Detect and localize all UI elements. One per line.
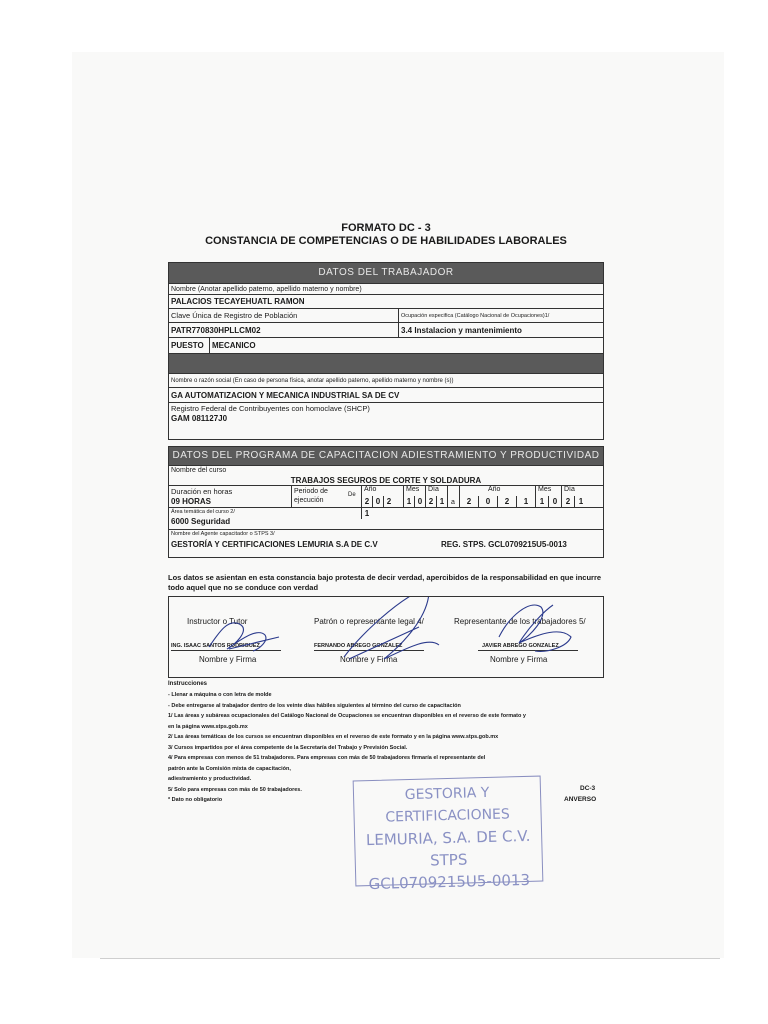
agent-row [169,529,603,557]
start-day-digit: 2 [425,496,436,507]
end-month-label: Mes [538,486,552,493]
instruction-line: patrón ante la Comisión mixta de capacitación, [168,765,291,772]
period-label-2: ejecución [294,497,324,504]
signature-caption: Nombre y Firma [340,655,398,664]
end-day-digit: 2 [561,496,574,507]
stamp-line-1: GESTORIA Y CERTIFICACIONES [385,784,511,826]
start-day-digit: 1 [436,496,447,507]
form-title: FORMATO DC - 3 [341,222,431,234]
stamp-line-3: STPS [429,850,468,870]
start-year [361,486,403,518]
course-row [169,465,603,485]
stamp-line-4: GCL0709215U5-0013 [368,870,531,894]
end-month-digit: 1 [535,496,548,507]
instruction-line: en la página www.stps.gob.mx [168,723,248,730]
signature-role: Patrón o representante legal 4/ [314,617,424,626]
form-subtitle: CONSTANCIA DE COMPETENCIAS O DE HABILIDADES LABORALES [205,235,567,247]
curp-label: Clave Única de Registro de Población [171,311,298,320]
instruction-line: 4/ Para empresas con menos de 51 trabajadores. Para empresas con más de 50 trabajadores firmaría el representante del [168,755,486,761]
form-code: DC-3 [580,785,596,792]
occupation-label: Ocupación especifica (Catálogo Nacional de Ocupaciones)1/ [398,309,603,322]
instruction-line: 5/ Solo para empresas con más de 50 trabajadores. [168,786,302,793]
instruction-line: 2/ Las áreas temáticas de los cursos se encuentran disponibles en el reverso de este formato y en la página www.stps.gob.mx [168,734,499,740]
start-day [425,486,447,507]
position-row [169,337,603,353]
program-section [168,446,604,558]
start-year-label: Año [364,486,377,493]
signature-name: JAVIER ABREGO GONZALEZ [482,643,559,649]
start-month-digit: 1 [403,496,414,507]
company-label: Nombre o razón social (En caso de persona física, anotar apellido paterno, apellido materno y nombre (s)) [171,378,454,384]
end-day [561,486,603,507]
signature-name: ING. ISAAC SANTOS RODRIGUEZ [171,643,260,649]
instruction-line: - Llenar a máquina o con letra de molde [168,692,272,698]
company-stamp [353,776,544,894]
start-day-label: Día [428,486,439,493]
start-month-digit: 0 [414,496,425,507]
signature-role: Instructor o Tutor [187,617,248,626]
end-year-label: Año [488,486,501,493]
start-month [403,486,425,507]
end-month-digit: 0 [548,496,561,507]
end-year [459,486,535,507]
area-value: 6000 Seguridad [171,517,231,526]
instruction-line: - Debe entregarse al trabajador dentro de los veinte días hábiles siguientes al término del curso de capacitación [168,702,461,709]
agent-label: Nombre del Agente capacitador o STPS 3/ [171,531,275,537]
area-label: Área temática del curso 2/ [171,509,235,515]
signature-caption: Nombre y Firma [199,655,257,664]
end-month [535,486,561,507]
start-year-digit: 2 [383,496,394,507]
program-header: DATOS DEL PROGRAMA DE CAPACITACION ADIESTRAMIENTO Y PRODUCTIVIDAD [169,447,603,465]
company-name: GA AUTOMATIZACION Y MECANICA INDUSTRIAL SA DE CV [171,391,400,400]
instructions-title: Instrucciones [168,681,208,687]
duration-value: 09 HORAS [171,497,212,506]
form-side: ANVERSO [564,796,597,803]
end-year-digit: 2 [459,496,478,507]
instruction-line: adiestramiento y productividad. [168,776,252,782]
start-year-digit: 0 [372,496,383,507]
curp-label-row [169,308,603,322]
signature-role: Representante de los trabajadores 5/ [454,617,586,626]
end-year-digit: 2 [497,496,516,507]
worker-name: PALACIOS TECAYEHUATL RAMON [171,297,305,306]
start-year-digit: 1 [361,508,372,519]
worker-name-label-row [169,283,603,294]
instruction-line: 3/ Cursos impartidos por el área competente de la Secretaría del Trabajo y Previsión Social. [168,744,408,751]
course-name: TRABAJOS SEGUROS DE CORTE Y SOLDADURA [290,476,482,485]
signature-stroke-instructor [209,623,279,651]
duration-label: Duración en horas [171,487,233,496]
area-row [169,507,603,529]
declaration-text: Los datos se asientan en esta constancia bajo protesta de decir verdad, apercibidos de la responsabilidad en que incurre todo aquel que no se conduce con verdad [168,573,602,592]
agent-registration: REG. STPS. GCL0709215U5-0013 [441,540,567,549]
signature-name: FERNANDO ABREGO GONZALEZ [314,643,403,649]
page-edge [100,958,720,959]
position-label: PUESTO [171,341,204,350]
worker-name-label: Nombre (Anotar apellido paterno, apellido materno y nombre) [171,286,362,293]
period-cell [291,486,361,507]
occupation-value: 3.4 Instalacion y mantenimiento [398,323,603,337]
end-day-digit: 1 [574,496,587,507]
start-year-digit: 2 [361,496,372,507]
to-label: a [451,499,455,506]
worker-header: DATOS DEL TRABAJADOR [169,263,603,283]
period-label-1: Periodo de [294,488,328,495]
worker-name-row [169,294,603,308]
instruction-line: 1/ Las áreas y subáreas ocupacionales del Catálogo Nacional de Ocupaciones se encuentran disponibles en el reverso de este formato y [168,713,526,719]
agent-name: GESTORÍA Y CERTIFICACIONES LEMURIA S.A DE C.V [171,540,378,549]
signature-stroke-employer [344,597,439,659]
end-year-digit: 0 [478,496,497,507]
company-row [169,387,603,402]
worker-section [168,262,604,440]
end-year-digit: 1 [516,496,535,507]
end-day-label: Día [564,486,575,493]
signature-caption: Nombre y Firma [490,655,548,664]
curp-value: PATR770830HPLLCM02 [171,326,261,335]
position-value: MECANICO [209,338,262,353]
course-label: Nombre del curso [171,467,227,474]
handwritten-signatures [169,597,605,679]
signature-stroke-workers-rep [499,605,571,651]
company-label-row [169,373,603,387]
stamp-line-2: LEMURIA, S.A. DE C.V. [365,826,531,850]
rfc-label: Registro Federal de Contribuyentes con homoclave (SHCP) [171,404,370,413]
to-cell [447,486,459,507]
start-month-label: Mes [406,486,420,493]
from-label: De [348,492,356,498]
rfc-value: GAM 081127J0 [171,414,228,423]
curp-row [169,322,603,337]
signatures-section [168,596,604,678]
company-header-band [169,353,603,373]
rfc-row [169,402,603,428]
instruction-line: * Dato no obligatorio [168,797,223,803]
